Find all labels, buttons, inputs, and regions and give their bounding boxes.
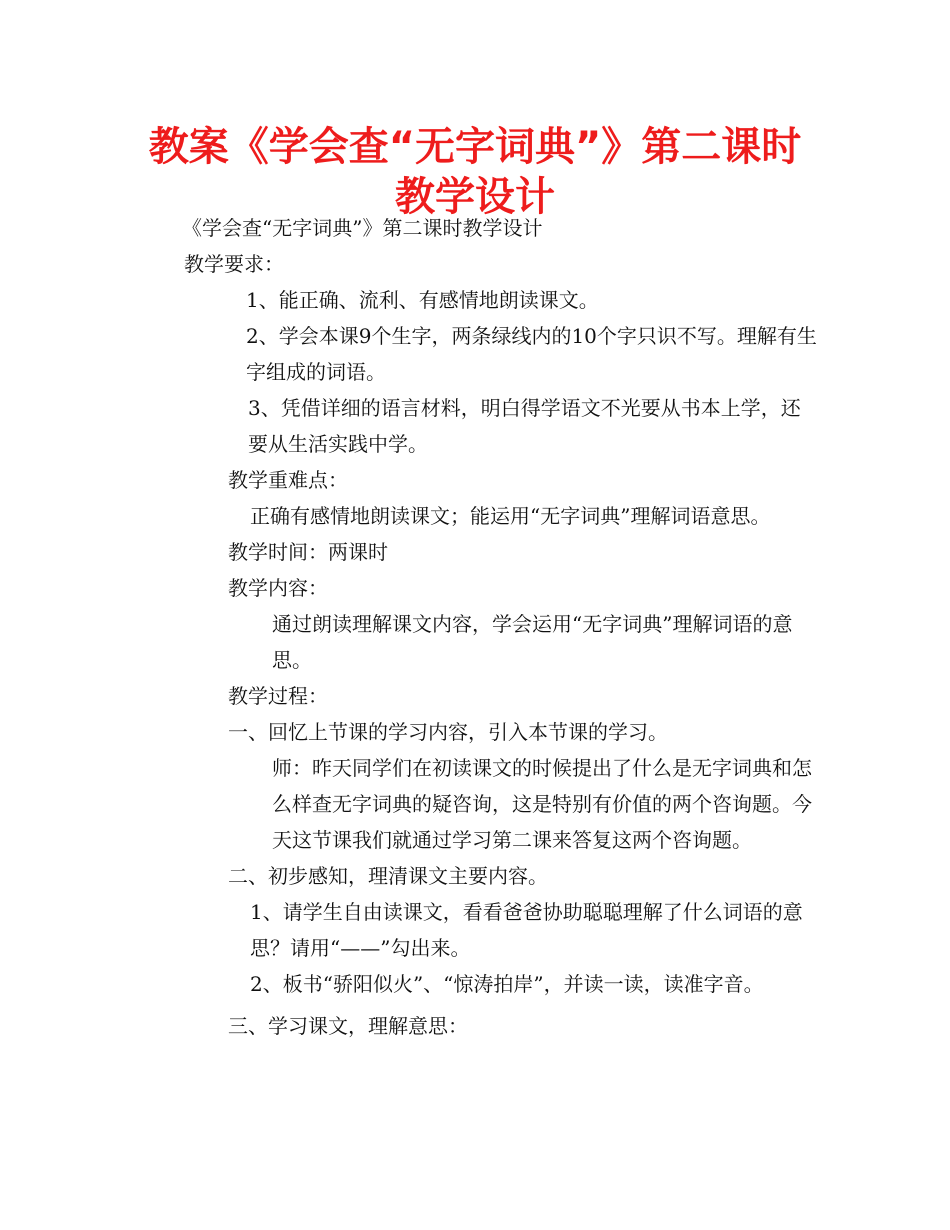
step-2-item-1: 1、请学生自由读课文，看看爸爸协助聪聪理解了什么词语的意思？请用“——”勾出来。: [250, 900, 803, 960]
step-2-item-2: 2、板书“骄阳似火”、“惊涛拍岸”，并读一读，读准字音。: [250, 972, 764, 996]
teacher-remark-paragraph: 师：昨天同学们在初读课文的时候提出了什么是无字词典和怎么样查无字词典的疑咨询，这是特别有价值的两个咨询题。今天这节课我们就通过学习第二课来答复这两个咨询题。: [272, 756, 812, 852]
process-step-3: 三、学习课文，理解意思：: [228, 1014, 468, 1038]
document-title: 教案《学会查“无字词典”》第二课时教学设计: [148, 124, 802, 220]
section-heading-content: 教学内容：: [228, 576, 328, 600]
requirement-item-3: 3、凭借详细的语言材料，明白得学语文不光要从书本上学，还要从生活实践中学。: [248, 396, 801, 456]
subtitle-paragraph: 《学会查“无字词典”》第二课时教学设计: [182, 216, 543, 240]
teaching-time-line: 教学时间：两课时: [228, 540, 388, 564]
section-heading-process: 教学过程：: [228, 684, 328, 708]
section-heading-key-points: 教学重难点：: [228, 468, 348, 492]
key-points-paragraph: 正确有感情地朗读课文；能运用“无字词典”理解词语意思。: [250, 504, 771, 528]
requirement-item-2: 2、学会本课9个生字，两条绿线内的10个字只识不写。理解有生字组成的词语。: [246, 324, 817, 384]
document-body: [140, 210, 820, 1044]
process-step-2: 二、初步感知，理清课文主要内容。: [228, 864, 548, 888]
content-paragraph: 通过朗读理解课文内容，学会运用“无字词典”理解词语的意思。: [272, 612, 793, 672]
requirement-item-1: 1、能正确、流利、有感情地朗读课文。: [246, 288, 599, 312]
process-step-1: 一、回忆上节课的学习内容，引入本节课的学习。: [228, 720, 668, 744]
section-heading-requirements: 教学要求：: [184, 252, 284, 276]
